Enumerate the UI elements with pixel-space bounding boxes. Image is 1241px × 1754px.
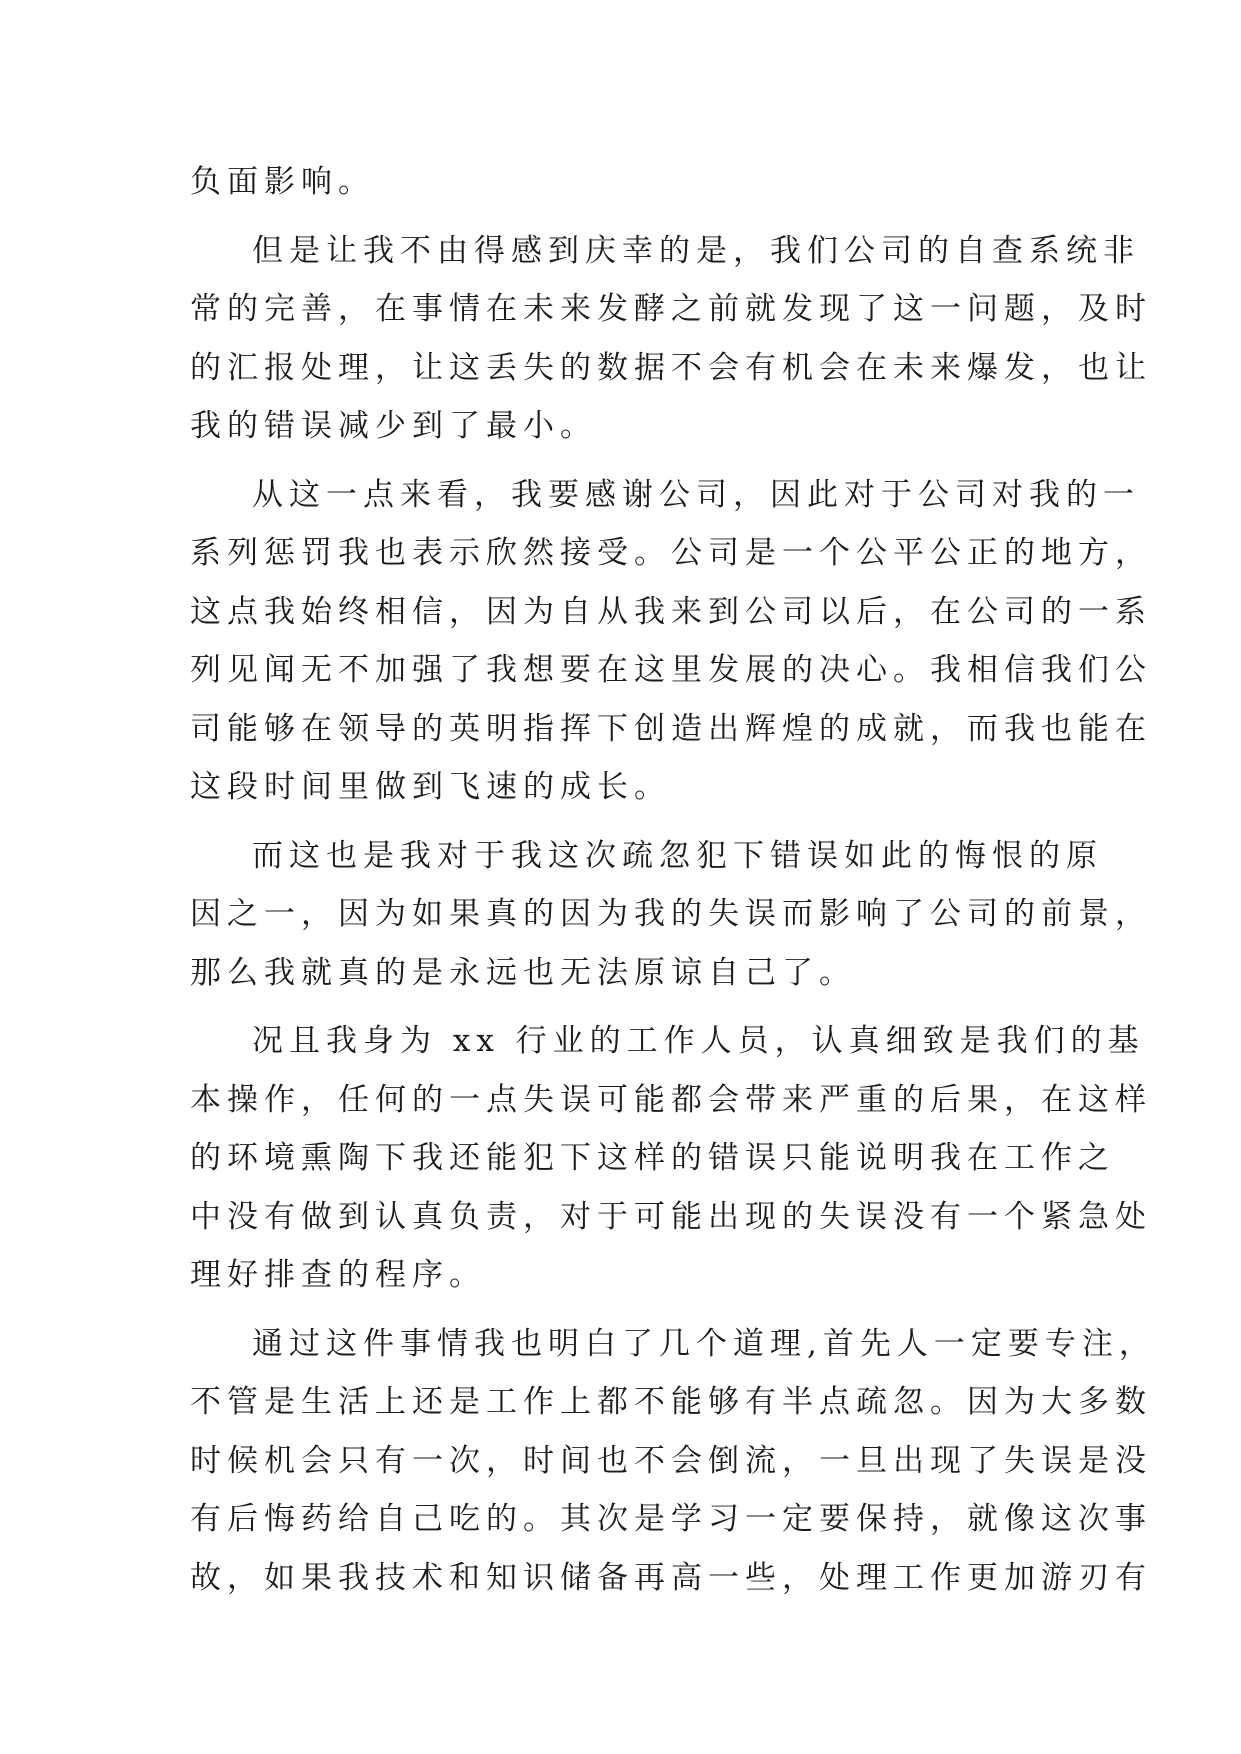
text-line: 故，如果我技术和知识储备再高一些，处理工作更加游刃有 [190, 1559, 1152, 1596]
paragraph [190, 222, 1152, 456]
paragraph [190, 153, 1050, 212]
text-line: 这点我始终相信，因为自从我来到公司以后，在公司的一系 [190, 593, 1152, 630]
text-line: 负面影响。 [190, 164, 375, 200]
text-line: 通过这件事情我也明白了几个道理,首先人一定要专注， [252, 1325, 1156, 1362]
text-line: 况且我身为 xx 行业的工作人员，认真细致是我们的基 [252, 1023, 1145, 1059]
document-body [190, 153, 1156, 1617]
text-line: 列见闻无不加强了我想要在这里发展的决心。我相信我们公 [190, 652, 1152, 688]
text-line: 而这也是我对于我这次疏忽犯下错误如此的悔恨的原 [252, 837, 1103, 874]
text-line: 从这一点来看，我要感谢公司，因此对于公司对我的一 [252, 476, 1140, 513]
text-line: 时候机会只有一次，时间也不会倒流，一旦出现了失误是没 [190, 1442, 1152, 1479]
paragraph [190, 1315, 1156, 1608]
paragraph [190, 1012, 1152, 1305]
text-line: 因之一，因为如果真的因为我的失误而影响了公司的前景， [190, 896, 1152, 932]
text-line: 我的错误减少到了最小。 [190, 408, 597, 444]
text-line: 的汇报处理，让这丢失的数据不会有机会在未来爆发，也让 [190, 349, 1152, 386]
text-line: 但是让我不由得感到庆幸的是，我们公司的自查系统非 [252, 232, 1140, 269]
text-line: 不管是生活上还是工作上都不能够有半点疏忽。因为大多数 [190, 1384, 1152, 1420]
text-line: 系列惩罚我也表示欣然接受。公司是一个公平公正的地方， [190, 535, 1152, 571]
text-line: 中没有做到认真负责，对于可能出现的失误没有一个紧急处 [190, 1198, 1152, 1235]
paragraph [190, 827, 1152, 1003]
text-line: 理好排查的程序。 [190, 1257, 486, 1293]
text-line: 的环境熏陶下我还能犯下这样的错误只能说明我在工作之 [190, 1140, 1115, 1176]
text-line: 那么我就真的是永远也无法原谅自己了。 [190, 954, 856, 991]
text-line: 有后悔药给自己吃的。其次是学习一定要保持，就像这次事 [190, 1501, 1152, 1537]
text-line: 本操作，任何的一点失误可能都会带来严重的后果，在这样 [190, 1081, 1152, 1118]
text-line: 常的完善，在事情在未来发酵之前就发现了这一问题，及时 [190, 291, 1152, 327]
text-line: 这段时间里做到飞速的成长。 [190, 769, 671, 805]
paragraph [190, 466, 1152, 817]
text-line: 司能够在领导的英明指挥下创造出辉煌的成就，而我也能在 [190, 710, 1152, 747]
